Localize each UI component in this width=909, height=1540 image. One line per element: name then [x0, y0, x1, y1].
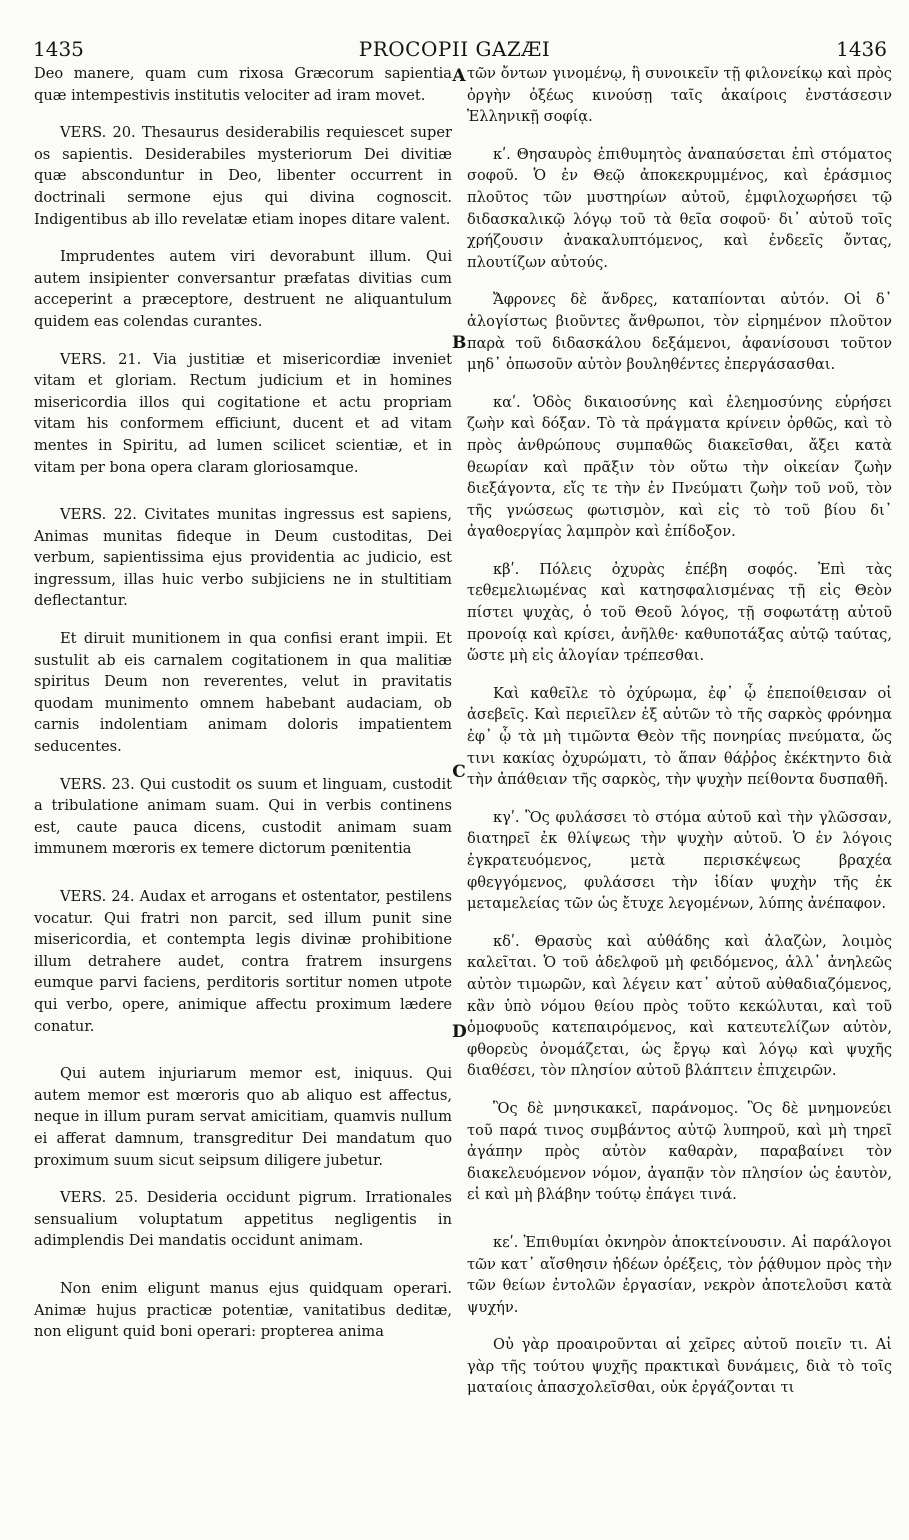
greek-paragraph: κʹ. Θησαυρὸς ἐπιθυμητὸς ἀναπαύσεται ἐπὶ στόματος σοφοῦ. Ὁ ἐν Θεῷ ἀποκεκρυμμένος, καὶ ἐράσμιος πλοῦτος τῶν μυστηρίων αὐτοῦ, ἐμφιλοχωρήσει τῷ διδασκαλικῷ λόγῳ τοῦ τὰ θεῖα σοφοῦ· δι᾽ αὐτοῦ τοῖς χρήζουσιν ἀνακαλυπτόμενος, καὶ ἐνδεεῖς ὄντας, πλουτίζων αὐτούς. [467, 145, 892, 271]
greek-paragraph: Οὐ γὰρ προαιροῦνται αἱ χεῖρες αὐτοῦ ποιεῖν τι. Αἱ γὰρ τῆς τούτου ψυχῆς πρακτικαὶ δυνάμεις, διὰ τὸ τοῖς ματαίοις ἀπασχολεῖσθαι, οὐκ ἐργάζονται τι [467, 1336, 892, 1397]
page-number-right: 1436 [836, 37, 887, 61]
greek-paragraph: Καὶ καθεῖλε τὸ ὀχύρωμα, ἐφ᾽ ᾧ ἐπεποίθεισαν οἱ ἀσεβεῖς. Καὶ περιεῖλεν ἐξ αὐτῶν τὸ τῆς σαρκὸς φρόνημα ἐφ᾽ ᾧ τὰ μὴ τιμῶντα Θεὸν τῆς πονηρίας πνεύματα, ὥς τινι κακίας ὀχυρώματι, τὸ ἅπαν θάῤῥος ἐκέκτηντο διὰ τὴν ἀπάθειαν τῆς σαρκὸς, τὴν ψυχὴν πείθοντα δυσπαθῆ. [467, 684, 892, 789]
margin-marker-a: A [452, 66, 466, 86]
latin-paragraph: VERS. 23. Qui custodit os suum et linguam, custodit a tribulatione animam suam. Qui in verbis continens est, caute pauca dicens, custodit animam suam immunem mœroris ex temere dictorum pœnitentia [34, 775, 452, 858]
greek-paragraph: κεʹ. Ἐπιθυμίαι ὀκνηρὸν ἀποκτείνουσιν. Αἱ παράλογοι τῶν κατ᾽ αἴσθησιν ἡδέων ὀρέξεις, τὸν ῥᾴθυμον πρὸς τὴν τῶν θείων ἐντολῶν ἐργασίαν, νεκρὸν ἀποτελοῦσι κατὰ ψυχήν. [467, 1233, 892, 1316]
latin-paragraph: VERS. 22. Civitates munitas ingressus est sapiens, Animas munitas fideque in Deum custoditas, Dei verbum, sapientissima ejus providentia ac judicio, est ingressum, illas huic verbo subjiciens ne in stultitiam deflectantur. [34, 506, 452, 610]
latin-paragraph: Deo manere, quam cum rixosa Græcorum sapientia quæ intempestivis institutis velociter ad iram movet. [34, 65, 452, 104]
running-title: PROCOPII GAZÆI [358, 37, 551, 61]
latin-paragraph: Non enim eligunt manus ejus quidquam operari. Animæ hujus practicæ potentiæ, vanitatibus deditæ, non eligunt quid boni operari: propterea anima [34, 1279, 452, 1341]
greek-paragraph: καʹ. Ὁδὸς δικαιοσύνης καὶ ἐλεημοσύνης εὑρήσει ζωὴν καὶ δόξαν. Τὸ τὰ πράγματα κρίνειν ὀρθῶς, καὶ τὸ πρὸς ἀνθρώπους συμπαθῶς διακεῖσθαι, ἄξει κατὰ θεωρίαν καὶ πρᾶξιν τὸν οὕτω τὴν οἰκείαν ζωὴν διεξάγοντα, εἴς τε τὴν ἐν Πνεύματι ζωὴν τοῦ νοῦ, τὸν τῆς γνώσεως φωτισμὸν, καὶ εἰς τὸ τοῦ βίου δι᾽ ἀγαθοεργίας λαμπρὸν καὶ ἐπίδοξον. [467, 393, 892, 541]
latin-paragraph: VERS. 20. Thesaurus desiderabilis requiescet super os sapientis. Desiderabiles mysteriorum Dei divitiæ quæ absconduntur in Deo, libenter occurrent in doctrinali sermone ejus qui divina cognoscit. Indigentibus ab illo revelatæ etiam inopes ditare valent. [34, 124, 452, 228]
greek-column [467, 63, 892, 1530]
latin-paragraph: Imprudentes autem viri devorabunt illum. Qui autem insipienter conversantur præfatas divitias cum acceperint a præceptore, destruent ne aliquantulum quidem eas colendas curantes. [34, 248, 452, 330]
latin-paragraph: Qui autem injuriarum memor est, iniquus. Qui autem memor est mœroris quo ab aliquo est affectus, neque in illum puram servat amicitiam, quamvis nullum ei afferat damnum, transgreditur Dei mandatum quo proximum suum sicut seipsum diligere jubetur. [34, 1065, 452, 1169]
margin-marker-c: C [452, 762, 466, 782]
latin-paragraph: VERS. 25. Desideria occidunt pigrum. Irrationales sensualium voluptatum appetitus negligentis in adimplendis Dei mandatis occidunt animam. [34, 1189, 452, 1250]
page-header [0, 0, 909, 62]
greek-paragraph: κβʹ. Πόλεις ὀχυρὰς ἐπέβη σοφός. Ἐπὶ τὰς τεθεμελιωμένας καὶ κατησφαλισμένας τῇ εἰς Θεὸν πίστει ψυχὰς, ὁ τοῦ Θεοῦ λόγος, τῇ σοφωτάτῃ αὐτοῦ προνοίᾳ καὶ κρίσει, ἀνῆλθε· καθυποτάξας αὐτῷ ταύτας, ὥστε μὴ εἰς ἀλογίαν τρέπεσθαι. [467, 560, 892, 665]
margin-marker-d: D [452, 1022, 467, 1042]
latin-paragraph: VERS. 21. Via justitiæ et misericordiæ inveniet vitam et gloriam. Rectum judicium et in homines misericordia illos qui cogitatione et actu propriam vitam his conformem efficiunt, ducent et ad vitam mentes in Spiritu, ad lumen scilicet scientiæ, et in vitam per bona opera claram gloriosamque. [34, 350, 452, 476]
greek-paragraph: Ἄφρονες δὲ ἄνδρες, καταπίονται αὐτόν. Οἱ δ᾽ ἀλογίστως βιοῦντες ἄνθρωποι, τὸν εἰρημένον πλοῦτον παρὰ τοῦ διδασκάλου δεξάμενοι, ἀφανίσουσι τοῦτον μηδ᾽ ὁπωσοῦν αὐτὸν βουληθέντες ἐπεργάσασθαι. [467, 291, 892, 374]
greek-paragraph: κδʹ. Θρασὺς καὶ αὐθάδης καὶ ἀλαζὼν, λοιμὸς καλεῖται. Ὁ τοῦ ἀδελφοῦ μὴ φειδόμενος, ἀλλ᾽ ἀνηλεῶς αὐτὸν τιμωρῶν, καὶ λέγειν κατ᾽ αὐτοῦ αὐθαδιαζόμενος, κἂν ὑπὸ νόμου θείου πρὸς τοῦτο κεκώλυται, καὶ τοῦ ὁμοφυοῦς κατεπαιρόμενος, καὶ κατευτελίζων αὐτὸν, φθορεὺς ὀνομάζεται, ὡς ἔργῳ καὶ λόγῳ καὶ ψυχῆς διαθέσει, τὸν πλησίον αὐτοῦ βλάπτειν ἐπιχειρῶν. [467, 932, 892, 1080]
greek-paragraph: κγʹ. Ὃς φυλάσσει τὸ στόμα αὐτοῦ καὶ τὴν γλῶσσαν, διατηρεῖ ἐκ θλίψεως τὴν ψυχὴν αὐτοῦ. Ὁ ἐν λόγοις ἐγκρατευόμενος, μετὰ περισκέψεως βραχέα φθεγγόμενος, φυλάσσει τὴν ἰδίαν ψυχὴν τῆς ἐκ μεταμελείας τῶν ὡς ἔτυχε λεγομένων, λύπης ἀνέπαφον. [467, 808, 892, 913]
page-number-left: 1435 [33, 37, 84, 61]
margin-marker-b: B [452, 333, 467, 353]
latin-paragraph: Et diruit munitionem in qua confisi erant impii. Et sustulit ab eis carnalem cogitationem in qua malitiæ spiritus Deum non reverentes, velut in pravitatis quodam munimento omnem habebant audaciam, ob carnis indolentiam animam doloris impatientem seducentes. [34, 630, 452, 756]
latin-column [34, 63, 452, 1530]
greek-paragraph: Ὃς δὲ μνησικακεῖ, παράνομος. Ὃς δὲ μνημονεύει τοῦ παρά τινος συμβάντος αὐτῷ λυπηροῦ, καὶ μὴ τηρεῖ ἀγάπην πρὸς αὐτὸν καθαρὰν, παραβαίνει τὸν διακελευόμενον νόμον, ἀγαπᾷν τὸν πλησίον ὡς ἑαυτὸν, εἰ καὶ μὴ βλάβην τούτῳ ἐπάγει τινά. [467, 1099, 892, 1204]
latin-paragraph: VERS. 24. Audax et arrogans et ostentator, pestilens vocatur. Qui fratri non parcit, sed illum punit sine misericordia, et contempta legis divinæ prohibitione illum detrahere audet, contra fratrem insurgens eumque parvi faciens, perditoris sortitur nomen utpote qui verbo, opere, animique affectu proximum lædere conatur. [34, 888, 452, 1035]
greek-paragraph: τῶν ὄντων γινομένῳ, ἢ συνοικεῖν τῇ φιλονείκῳ καὶ πρὸς ὀργὴν ὀξέως κινούσῃ ταῖς ἀκαίροις ἐνστάσεσιν Ἑλληνικῇ σοφίᾳ. [467, 65, 892, 126]
